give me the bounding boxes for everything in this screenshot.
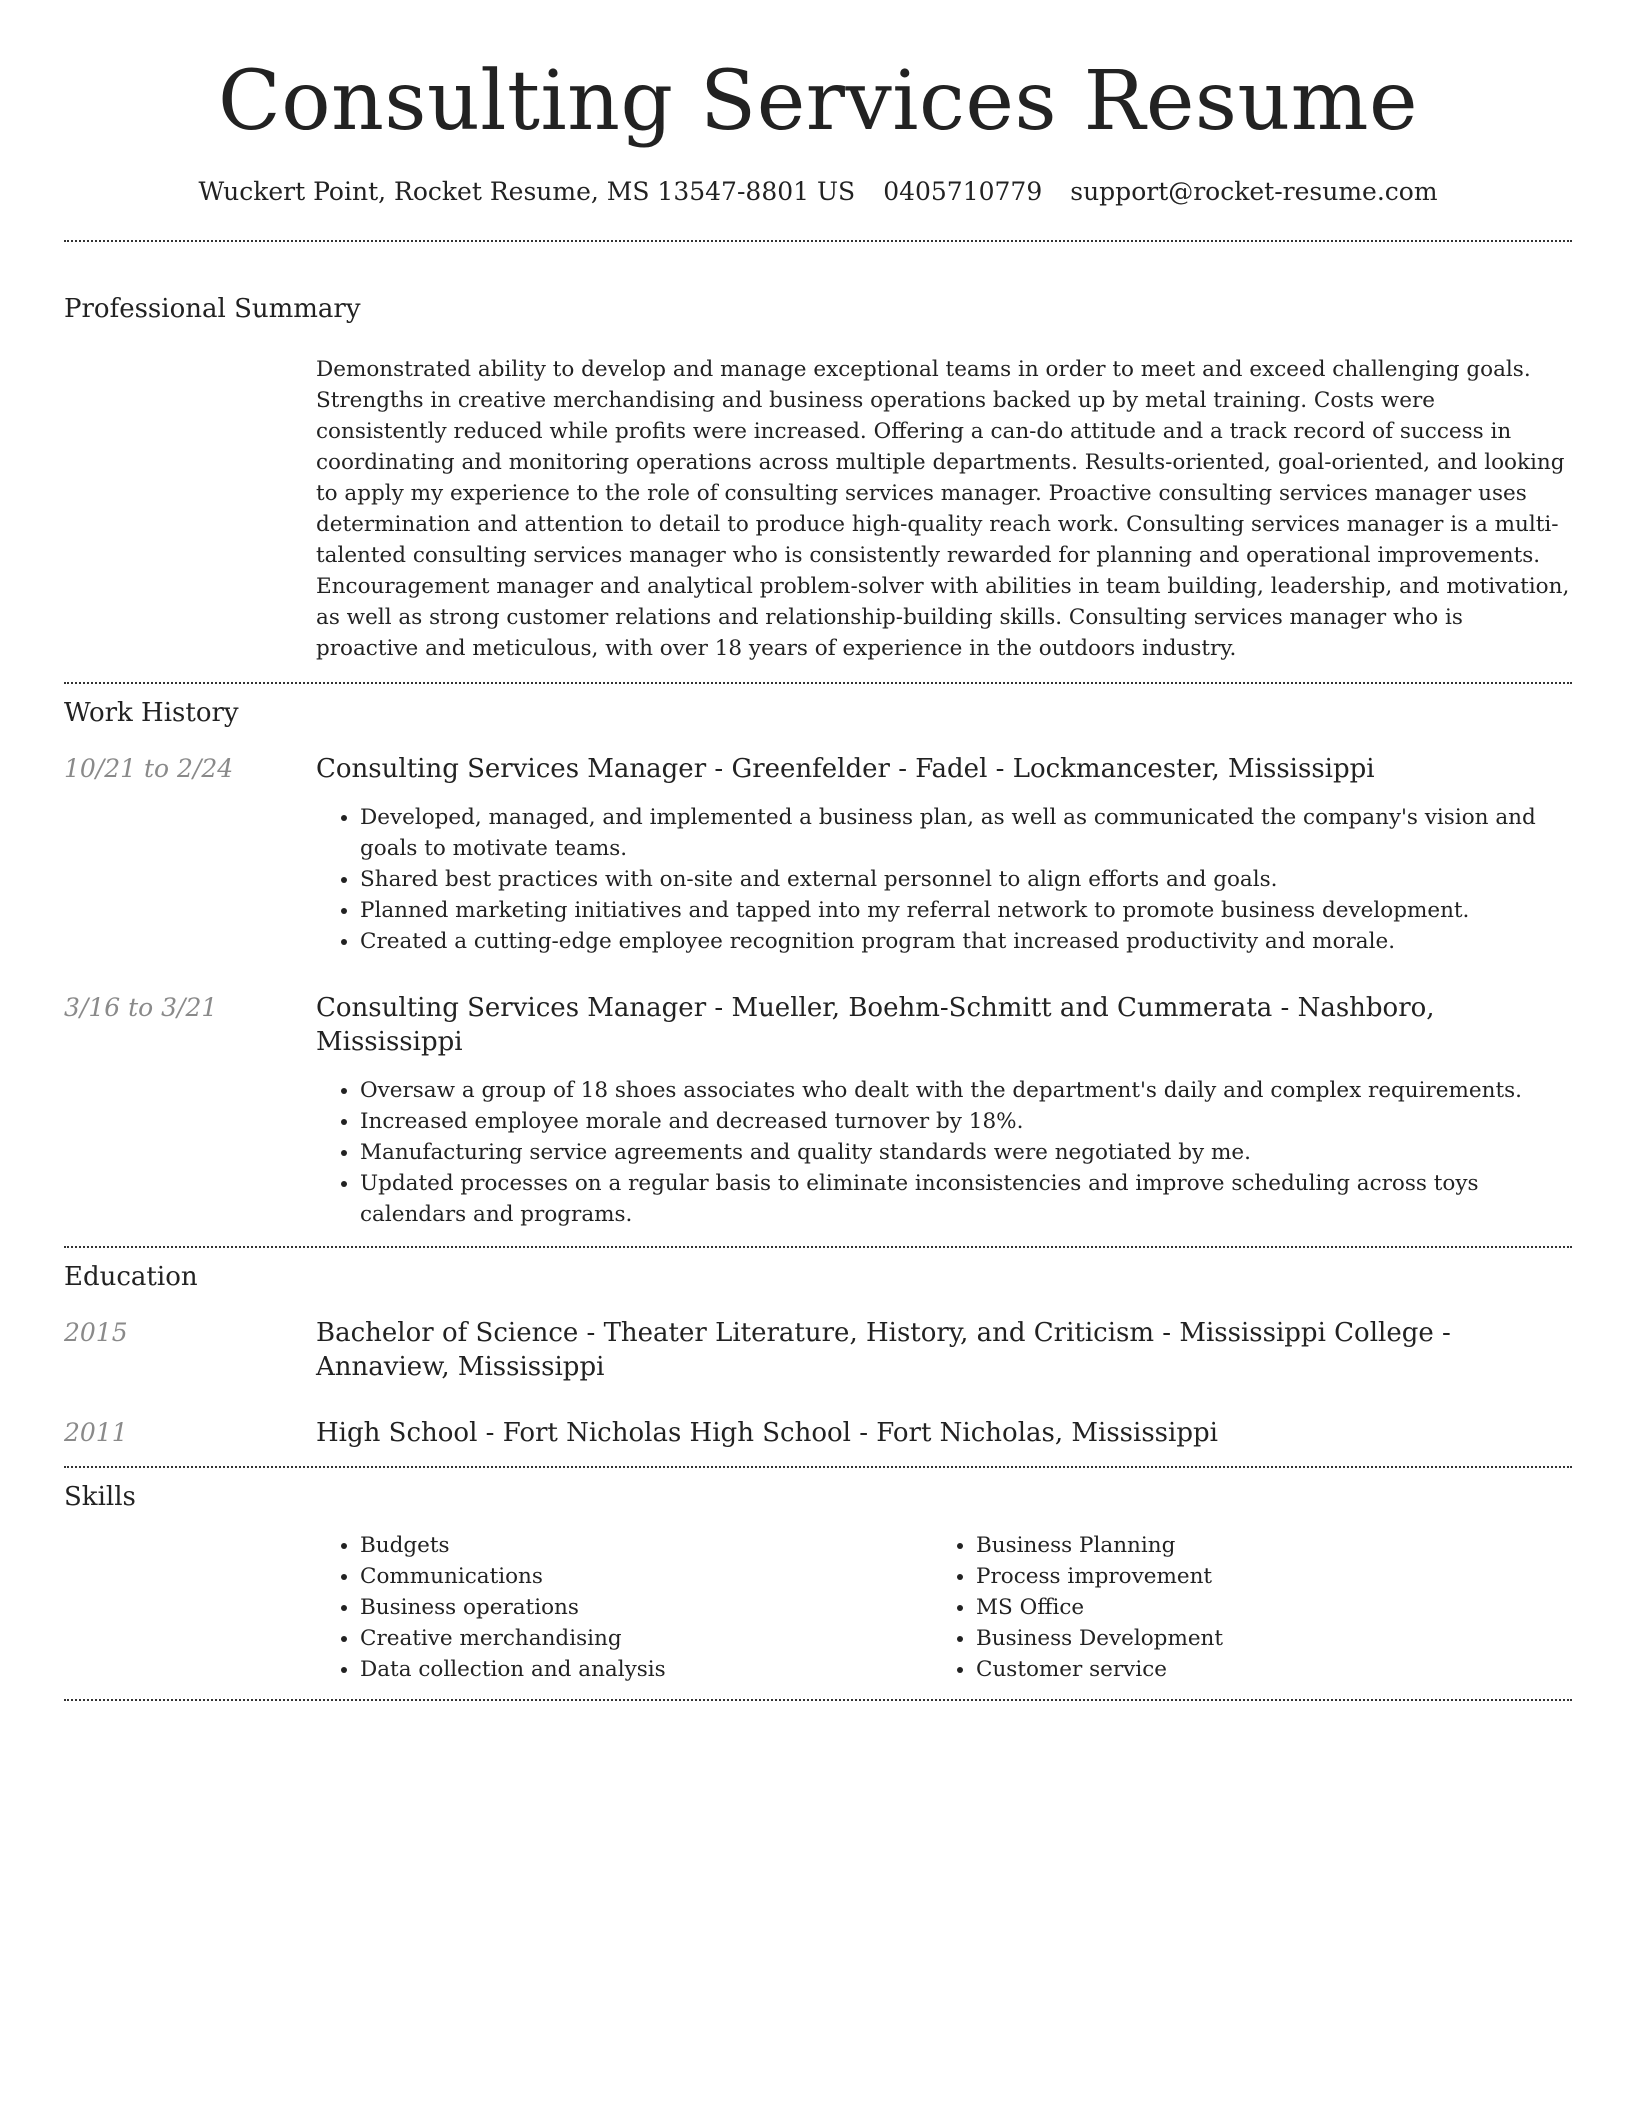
job-bullets <box>316 802 1572 957</box>
skill-item: • Business Development <box>976 1623 1548 1654</box>
resume-page <box>64 0 1572 1701</box>
education-text: Bachelor of Science - Theater Literature, History, and Criticism - Mississippi College - Annaview, Mississippi <box>316 1318 1451 1382</box>
list-item: • Manufacturing service agreements and quality standards were negotiated by me. <box>360 1137 1572 1168</box>
skill-item: • Creative merchandising <box>360 1623 932 1654</box>
contact-phone: 0405710779 <box>883 177 1043 206</box>
section-heading-skills: Skills <box>64 1482 136 1512</box>
contact-email: support@rocket-resume.com <box>1070 177 1438 206</box>
skill-item: • Customer service <box>976 1654 1548 1685</box>
job-content <box>316 752 1572 957</box>
skill-item: • Budgets <box>360 1530 932 1561</box>
skills-column-left <box>316 1530 932 1685</box>
job-content <box>316 991 1572 1246</box>
divider <box>64 1699 1572 1701</box>
job-entry <box>64 991 1572 1246</box>
contact-line <box>64 174 1572 210</box>
contact-address: Wuckert Point, Rocket Resume, MS 13547-8801 US <box>198 177 856 206</box>
job-title: Consulting Services Manager - Greenfelder - Fadel - Lockmancester, Mississippi <box>316 754 1375 784</box>
skill-item: • Process improvement <box>976 1561 1548 1592</box>
education-section <box>64 1260 1572 1450</box>
list-item: • Oversaw a group of 18 shoes associates who dealt with the department's daily and complex requirements. <box>360 1075 1572 1106</box>
list-item: • Developed, managed, and implemented a business plan, as well as communicated the company's vision and goals to motivate teams. <box>360 802 1572 864</box>
skill-item: • Business Planning <box>976 1530 1548 1561</box>
section-heading-summary: Professional Summary <box>64 294 361 324</box>
divider <box>64 1246 1572 1248</box>
skill-item: • MS Office <box>976 1592 1548 1623</box>
divider <box>64 1466 1572 1468</box>
job-bullets <box>316 1075 1572 1230</box>
skills-section <box>64 1480 1572 1685</box>
education-entry <box>64 1316 1572 1384</box>
education-entry <box>64 1416 1572 1450</box>
work-section <box>64 696 1572 1246</box>
list-item: • Shared best practices with on-site and external personnel to align efforts and goals. <box>360 864 1572 895</box>
education-year: 2011 <box>64 1418 128 1447</box>
job-dates: 3/16 to 3/21 <box>64 993 218 1022</box>
job-dates: 10/21 to 2/24 <box>64 754 234 783</box>
job-entry <box>64 752 1572 957</box>
divider <box>64 682 1572 684</box>
list-item: • Planned marketing initiatives and tapped into my referral network to promote business development. <box>360 895 1572 926</box>
section-heading-work: Work History <box>64 698 239 728</box>
skills-list <box>316 1530 1572 1685</box>
education-text: High School - Fort Nicholas High School - Fort Nicholas, Mississippi <box>316 1418 1218 1448</box>
skills-column-right <box>932 1530 1548 1685</box>
job-title: Consulting Services Manager - Mueller, Boehm-Schmitt and Cummerata - Nashboro, Mississippi <box>316 993 1435 1057</box>
divider <box>64 240 1572 242</box>
skill-item: • Data collection and analysis <box>360 1654 932 1685</box>
education-year: 2015 <box>64 1318 128 1347</box>
resume-title: Consulting Services Resume <box>217 54 1419 149</box>
summary-text: Demonstrated ability to develop and manage exceptional teams in order to meet and exceed challenging goals. Strengths in creative merchandising and business operations backed up by metal training. Costs were consistently reduced while profits were increased. Offering a can-do attitude and a track record of success in coordinating and monitoring operations across multiple departments. Results-oriented, goal-oriented, and looking to apply my experience to the role of consulting services manager. Proactive consulting services manager uses determination and attention to detail to produce high-quality reach work. Consulting services manager is a multi-talented consulting services manager who is consistently rewarded for planning and operational improvements. Encouragement manager and analytical problem-solver with abilities in team building, leadership, and motivation, as well as strong customer relations and relationship-building skills. Consulting services manager who is proactive and meticulous, with over 18 years of experience in the outdoors industry. <box>316 357 1570 661</box>
list-item: • Increased employee morale and decreased turnover by 18%. <box>360 1106 1572 1137</box>
section-heading-education: Education <box>64 1262 198 1292</box>
skill-item: • Communications <box>360 1561 932 1592</box>
list-item: • Created a cutting-edge employee recognition program that increased productivity and morale. <box>360 926 1572 957</box>
skill-item: • Business operations <box>360 1592 932 1623</box>
list-item: • Updated processes on a regular basis to eliminate inconsistencies and improve scheduling across toys calendars and programs. <box>360 1168 1572 1230</box>
summary-section <box>64 292 1572 664</box>
